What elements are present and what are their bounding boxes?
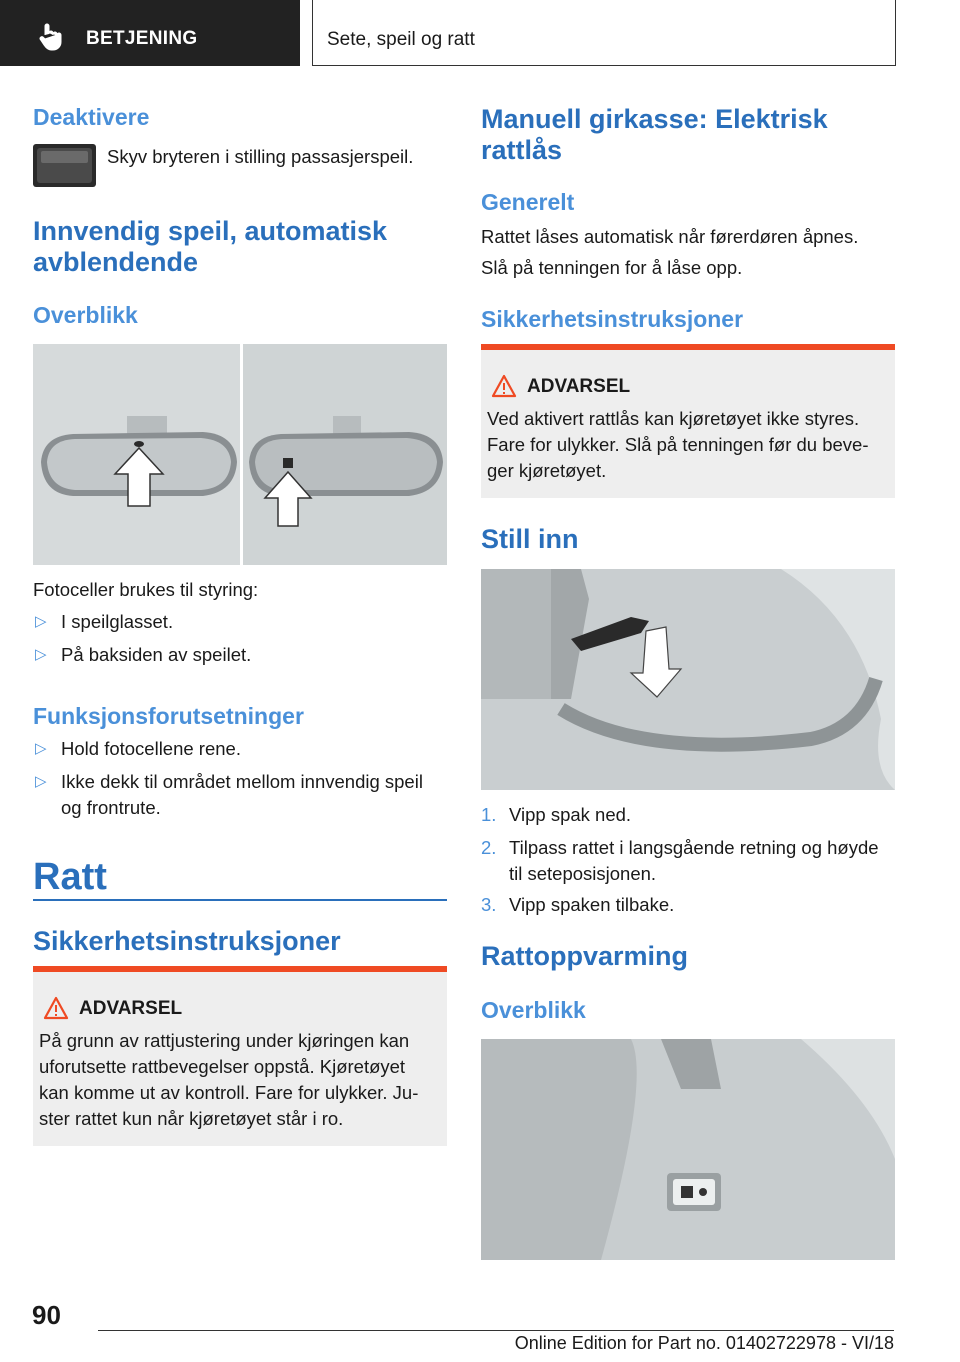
manuell-heading: Manuell girkasse: Elektrisk rattlås	[481, 104, 828, 165]
switch-illustration	[33, 144, 96, 187]
overblikk-heading: Overblikk	[33, 302, 138, 328]
steering-lever-photo	[481, 569, 895, 790]
rattoppvarming-heading: Rattoppvarming	[481, 941, 689, 971]
edition-text: Online Edition for Part no. 01402722978 - VI/18	[514, 1333, 894, 1353]
fotoceller-text: Fotoceller brukes til styring:	[33, 579, 259, 600]
overblikk-heading-right: Overblikk	[481, 997, 586, 1023]
warning-text: På grunn av rattjustering under kjøringen kan uforutsette rattbevegelser oppstå. Kjøretøyet kan komme ut av kontroll. Fare for ulykker. Juster rattet kun når kjøretøyet står i ro.	[39, 1030, 419, 1129]
warning-text: Ved aktivert rattlås kan kjøretøyet ikke styres. Fare for ulykker. Slå på tenningen før du beveger kjøretøyet.	[487, 408, 869, 481]
warning-label: ADVARSEL	[79, 998, 183, 1019]
still-inn-heading: Still inn	[481, 524, 579, 554]
deaktivere-text: Skyv bryteren i stilling passasjerspeil.	[107, 146, 414, 167]
triangle-bullet-icon: ▷	[35, 773, 47, 790]
sikkerhet-heading-right: Sikkerhetsinstruksjoner	[481, 306, 744, 332]
warning-triangle-icon	[43, 996, 69, 1020]
generelt-heading: Generelt	[481, 189, 575, 215]
chapter-box	[312, 0, 896, 66]
ratt-heading: Ratt	[33, 856, 107, 898]
section-label: BETJENING	[86, 28, 198, 49]
deaktivere-heading: Deaktivere	[33, 104, 150, 130]
generelt-text-1: Rattet låses automatisk når førerdøren åpnes.	[481, 226, 859, 247]
warning-triangle-icon	[491, 374, 517, 398]
triangle-bullet-icon: ▷	[35, 646, 47, 663]
mirror-heading: Innvendig speil, automatisk avblendende	[33, 216, 388, 277]
section-tab	[0, 0, 300, 66]
hand-pointer-icon	[36, 22, 66, 52]
warning-label: ADVARSEL	[527, 376, 631, 397]
funksjon-heading: Funksjonsforutsetninger	[33, 703, 304, 729]
mirror-photo	[33, 344, 447, 565]
triangle-bullet-icon: ▷	[35, 613, 47, 630]
generelt-text-2: Slå på tenningen for å låse opp.	[481, 257, 743, 278]
triangle-bullet-icon: ▷	[35, 740, 47, 757]
list-item: 3. Vipp spaken tilbake.	[481, 894, 675, 915]
section-divider	[33, 899, 447, 901]
sikkerhet-heading-left: Sikkerhetsinstruksjoner	[33, 926, 341, 956]
list-item: ▷ Ikke dekk til området mellom innvendig speil og frontrute.	[35, 771, 423, 818]
chapter-label: Sete, speil og ratt	[327, 29, 475, 50]
footer-divider	[98, 1330, 894, 1331]
warning-box-left	[33, 966, 447, 1146]
heating-button-photo	[481, 1039, 895, 1260]
list-item: 1. Vipp spak ned.	[481, 804, 632, 825]
page-header	[0, 0, 960, 66]
list-item: ▷ I speilglasset.	[33, 609, 173, 635]
page-number: 90	[32, 1300, 61, 1330]
list-item: 2. Tilpass rattet i langsgående retning og høyde til seteposisjonen.	[481, 837, 879, 884]
list-item: ▷ På baksiden av speilet.	[33, 642, 251, 668]
warning-box-right	[481, 344, 895, 498]
list-item: ▷ Hold fotocellene rene.	[33, 736, 241, 762]
